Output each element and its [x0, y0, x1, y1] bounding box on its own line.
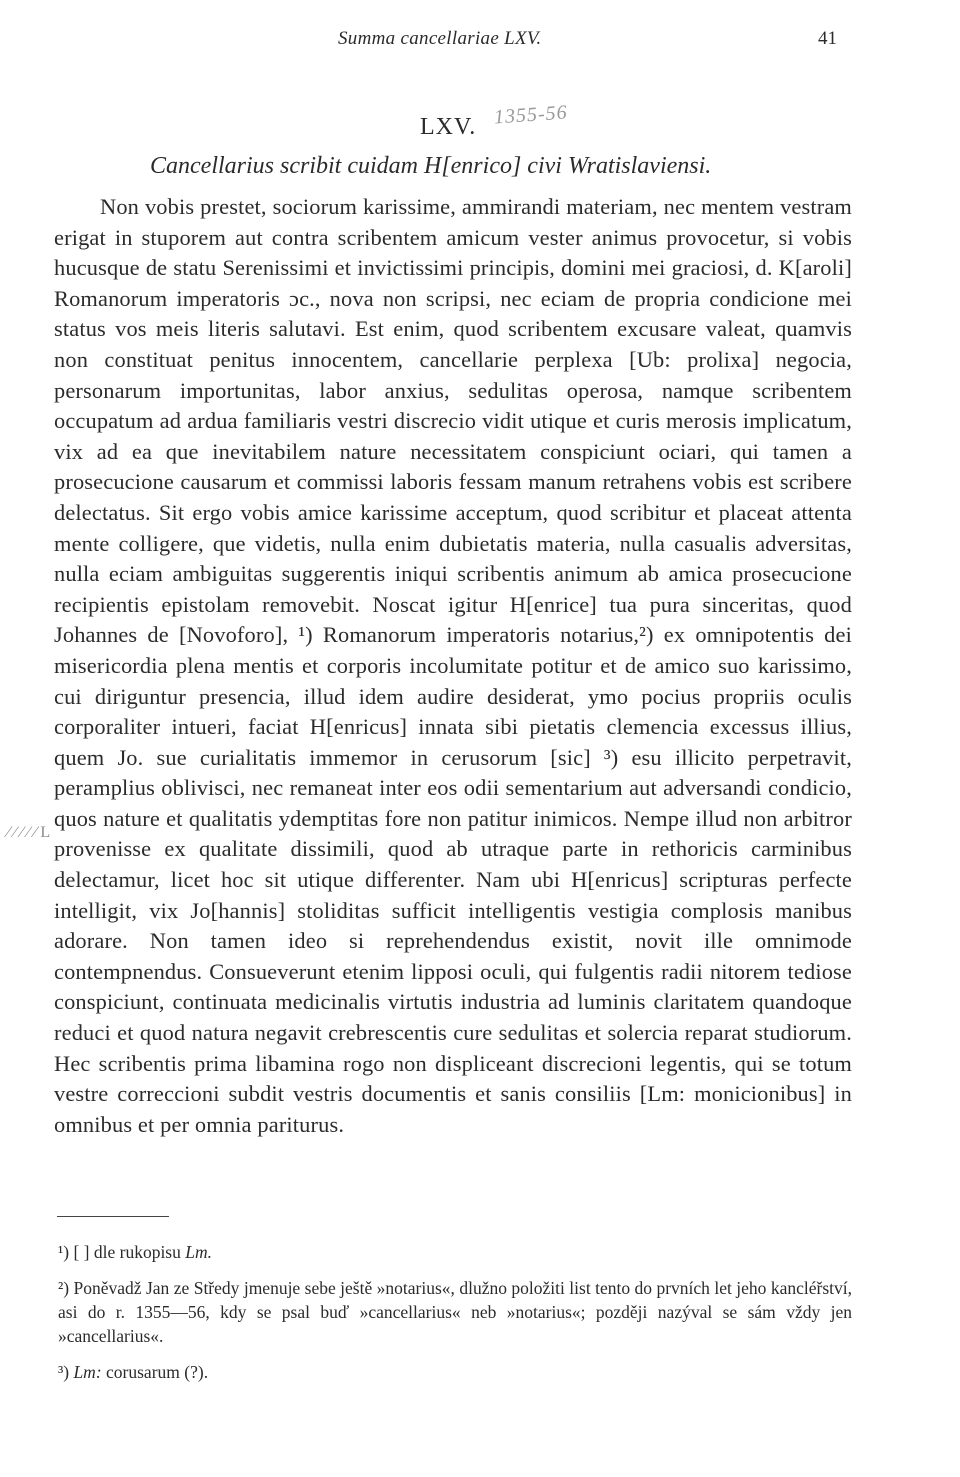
footnote-rule — [57, 1216, 169, 1217]
footnote-mark: ¹) — [58, 1242, 70, 1262]
footnote-text: [ ] dle rukopisu — [73, 1242, 186, 1262]
pencil-annotation: 1355-56 — [493, 101, 569, 129]
footnote — [58, 1240, 852, 1264]
footnote — [58, 1360, 852, 1384]
footnote — [58, 1276, 852, 1348]
footnote-text: Poněvadž Jan ze Středy jmenuje sebe ještě »notarius«, dlužno položiti list tento do prvních let jeho kancléřství, asi do r. 1355—56, kdy se psal buď »cancellarius« neb »notarius«; později nazýval se sám vždy jen »cancellarius«. — [58, 1278, 853, 1346]
footnote-mark: ³) — [58, 1362, 70, 1382]
page-number: 41 — [818, 28, 837, 49]
document-subtitle: Cancellarius scribit cuidam H[enrico] civi Wratislaviensi. — [150, 153, 712, 179]
body-text: Non vobis prestet, sociorum karissime, ammirandi materiam, nec mentem vestram erigat in stuporem aut contra scribentem amicum vester animus provocetur, si vobis hucusque de statu Serenissimi et invictissimi principis, domini mei graciosi, d. K[aroli] Romanorum imperatoris ɔc., nova non scripsi, nec eciam de propria condicione mei status vos meis literis salutavi. Est enim, quod scribentem excusare valeat, quamvis non constituat penitus innocentem, cancellarie perplexa [Ub: prolixa] negocia, personarum importunitas, labor anxius, sedulitas operosa, namque scribentem occupatum ad ardua familiaris vestri discrecio vidit utique et curis merosis implicatum, vix ad ea que inevitabilem nature necessitatem conspiciunt ociari, qui tamen a prosecucione causarum et commissi laboris fessam manum retrahens vobis est scribere delectatus. Sit ergo vobis amice karissime acceptum, quod scribitur et placeat attenta mente colligere, que videtis, nulla enim dubietatis materia, nulla casualis adversitas, nulla eciam ambiguitas suggerentis iniqui scribentis animum ab amica prosecucione recipientis epistolam removebit. Noscat igitur H[enrice] tua pura sinceritas, quod Johannes de [Novoforo], ¹) Romanorum imperatoris notarius,²) ex omnipotentis dei misericordia plena mentis et corporis incolumitate potitur et de amico suo karissimo, cui diriguntur presencia, illud idem audire desiderat, ymo pocius propriis oculis corporaliter intueri, faciat H[enricus] innata sibi pietatis clemencia excessus illius, quem Jo. sue curialitatis immemor in cerusorum [sic] ³) esu illicito perpetravit, peramplius oblivisci, nec remaneat inter eos odii sementarium aut adversandi condicio, quos nature et qualitatis ydemptitas fore non patitur inimicos. Nempe illud non arbitror provenisse ex qualitate dissimili, quod ab utraque parte in rethoricis carminibus delectamur, licet hoc sit utique differenter. Nam ubi H[enricus] scripturas perfecte intelligit, vix Jo[hannis] stoliditas sufficit intelligentis vestigia complosis manibus adorare. Non tamen ideo si reprehendendus existit, novit ille omnimode contempnendus. Consueverunt etenim lipposi oculi, qui fulgentis radii nitorem tediose conspiciunt, continuata medicinalis virtutis industria ad luminis claritatem quandoque reduci et quod natura negavit crebrescentis cure sedulitas et solercia reparat studiorum. Hec scribentis prima libamina rogo non displiceant discrecioni legentis, qui se totum vestre correccioni subdit vestris documentis et sanis consiliis [Lm: monicionibus] in omnibus et per omnia pariturus. — [54, 194, 852, 1137]
footnotes — [58, 1240, 852, 1396]
footnote-italic: Lm: — [73, 1362, 102, 1382]
running-head: Summa cancellariae LXV. — [338, 28, 542, 49]
margin-mark: ⁄ ⁄ ⁄ ⁄ ⁄ L — [7, 824, 51, 841]
footnote-text: corusarum (?). — [101, 1362, 209, 1382]
footnote-italic: Lm. — [185, 1242, 212, 1262]
document-number: LXV. — [420, 114, 477, 140]
footnote-mark: ²) — [58, 1278, 70, 1298]
